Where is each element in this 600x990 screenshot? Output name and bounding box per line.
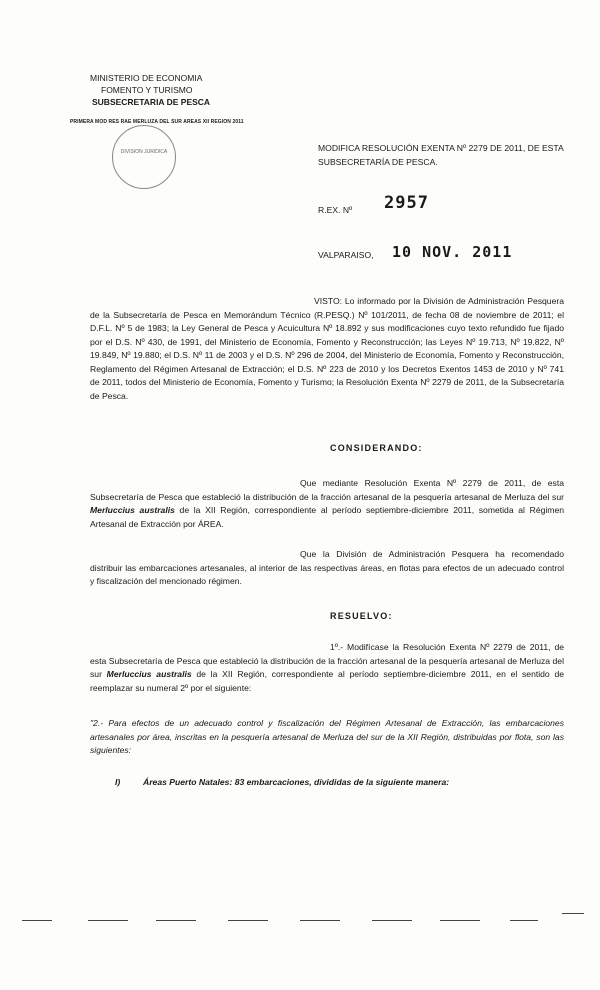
resolution-date: 10 NOV. 2011: [392, 243, 513, 261]
document-reference-line: PRIMERA MOD RES RAE MERLUZA DEL SUR AREAS XII REGION 2011: [70, 119, 244, 125]
item-1-text-a: Modifícase la Resolución Exenta Nº 2279 de 2011, de esta Subsecretaría de Pesca que estableció la distribución de la fracción artesanal de la pesquería artesanal de Merluza del sur: [90, 642, 564, 679]
signature-line: [562, 913, 584, 914]
stamp-text: DIVISION JURIDICA: [120, 149, 168, 155]
signature-line: [510, 920, 538, 921]
considerando-1-text-b: de la XII Región, correspondiente al período septiembre-diciembre 2011, sometida al Régimen Artesanal de Extracción por ÁREA.: [90, 505, 565, 529]
item-1-species: Merluccius australis: [106, 669, 192, 679]
signature-line: [228, 920, 268, 921]
considerando-paragraph-1: [90, 477, 564, 531]
signature-line: [372, 920, 412, 921]
visto-paragraph: [90, 295, 564, 403]
ministry-name: MINISTERIO DE ECONOMIA: [90, 73, 203, 83]
considerando-title: CONSIDERANDO:: [330, 443, 423, 453]
resuelvo-title: RESUELVO:: [330, 611, 393, 621]
ministry-subtitle: FOMENTO Y TURISMO: [101, 85, 193, 95]
official-stamp: [112, 125, 176, 189]
signature-line: [440, 920, 480, 921]
signature-line: [300, 920, 340, 921]
item-1-text-b: de la XII Región, correspondiente al período septiembre-diciembre 2011, en el sentido de reemplazar su numeral 2º por el siguiente:: [90, 669, 565, 693]
considerando-1-text-a: Que mediante Resolución Exenta Nº 2279 de 2011, de esta Subsecretaría de Pesca que estableció la distribución de la fracción artesanal de la pesquería artesanal de Merluza del sur: [90, 478, 564, 502]
resuelvo-item-1: [90, 641, 564, 695]
resuelvo-item-2: "2.- Para efectos de un adecuado control y fiscalización del Régimen Artesanal de Extracción, las embarcaciones artesanales por área, inscritas en la pesquería artesanal de Merluza del sur de la XII Región, distribuidas por flota, son las siguientes:: [90, 718, 564, 755]
considerando-2-text: Que la División de Administración Pesquera ha recomendado distribuir las embarcaciones artesanales, al interior de las respectivas áreas, en flotas para efectos de un adecuado control y fiscalización del mencionado régimen.: [90, 549, 564, 586]
considerando-1-species: Merluccius australis: [90, 505, 175, 515]
signature-line: [156, 920, 196, 921]
place-label: VALPARAISO,: [318, 250, 374, 260]
rex-number: 2957: [384, 193, 429, 213]
resolution-subject: MODIFICA RESOLUCIÓN EXENTA Nº 2279 DE 2011, DE ESTA SUBSECRETARÍA DE PESCA.: [318, 143, 564, 167]
signature-line: [22, 920, 52, 921]
sub-item-i-number: I): [115, 777, 121, 787]
signature-line: [88, 920, 128, 921]
rex-label: R.EX. Nº: [318, 205, 353, 215]
visto-text: Lo informado por la División de Administración Pesquera de la Subsecretaría de Pesca en Memorándum Técnico (R.PESQ.) Nº 101/2011, de fecha 08 de noviembre de 2011; el D.F.L. Nº 5 de 1983; la Ley General de Pesca y Acuicultura Nº 18.892 y sus modificaciones cuyo texto refundido fue fijado por el D.S. Nº 430, de 1991, del Ministerio de Economía, Fomento y Reconstrucción; las Leyes Nº 19.713, Nº 19.822, Nº 19.849, Nº 19.880; el D.S. Nº 11 de 2003 y el D.S. Nº 296 de 2004, del Ministerio de Economía, Fomento y Reconstrucción, Reglamento del Régimen Artesanal de Extracción; el D.S. Nº 223 de 2010 y los Decretos Exentos 1453 de 2010 y Nº 741 de 2011, todos del Ministerio de Economía, Fomento y Turismo; la Resolución Exenta Nº 2279 de 2011, de la Subsecretaría de Pesca.: [90, 296, 565, 401]
item-1-number: 1º.-: [330, 642, 344, 652]
considerando-paragraph-2: [90, 548, 564, 589]
subsecretaria-name: SUBSECRETARIA DE PESCA: [92, 97, 211, 107]
visto-label: VISTO:: [314, 296, 343, 306]
sub-item-i-text: Áreas Puerto Natales: 83 embarcaciones, divididas de la siguiente manera:: [143, 777, 450, 787]
